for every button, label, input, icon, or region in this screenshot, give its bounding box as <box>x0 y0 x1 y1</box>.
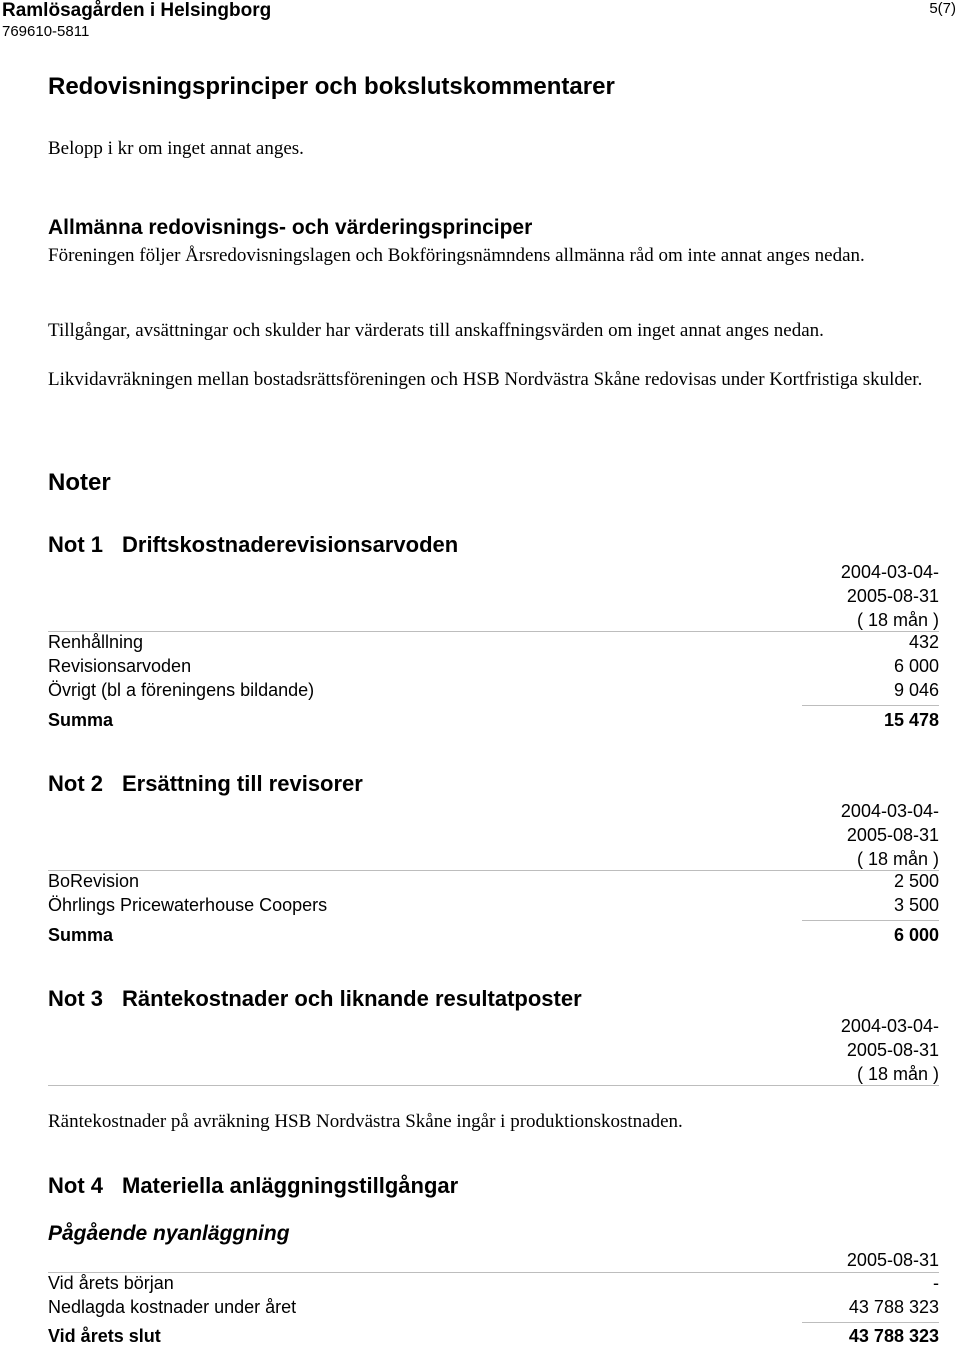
table-row <box>48 680 939 704</box>
row-value: 43 788 323 <box>848 1297 939 1317</box>
period-months: ( 18 mån ) <box>856 610 939 630</box>
note-4-subheading: Pågående nyanläggning <box>48 1222 290 1245</box>
row-value: 9 046 <box>893 680 939 700</box>
sum-row <box>48 925 939 949</box>
note-1-number: Not 1 <box>48 532 103 557</box>
note-2-title: Ersättning till revisorer <box>122 771 363 796</box>
note-1-heading <box>48 532 458 558</box>
row-label: Renhållning <box>48 632 144 652</box>
organization-number: 769610-5811 <box>2 23 90 40</box>
row-label: Öhrlings Pricewaterhouse Coopers <box>48 895 328 915</box>
row-label: Vid årets början <box>48 1273 174 1293</box>
table-row <box>48 871 939 895</box>
note-1-title: Driftskostnaderevisionsarvoden <box>122 532 459 557</box>
notes-heading: Noter <box>48 469 111 496</box>
row-value: 3 500 <box>893 895 939 915</box>
note-4-title: Materiella anläggningstillgångar <box>122 1173 459 1198</box>
note-2-period <box>841 799 939 871</box>
sum-value: 15 478 <box>883 710 939 730</box>
row-label: Övrigt (bl a föreningens bildande) <box>48 680 315 700</box>
sum-row <box>48 710 939 734</box>
note-1-period <box>841 560 939 632</box>
note-4-number: Not 4 <box>48 1173 103 1198</box>
sum-label: Summa <box>48 710 114 730</box>
table-row <box>48 895 939 919</box>
sum-label: Vid årets slut <box>48 1326 161 1346</box>
row-value: - <box>933 1273 939 1293</box>
principles-paragraph-1: Föreningen följer Årsredovisningslagen och Bokföringsnämndens allmänna råd om inte annat anges nedan. <box>48 245 865 266</box>
table-row <box>48 656 939 680</box>
note-4-heading <box>48 1173 458 1199</box>
page-title: Redovisningsprinciper och bokslutskommentarer <box>48 73 615 100</box>
note-3-title: Räntekostnader och liknande resultatposter <box>122 986 582 1011</box>
note-3-heading <box>48 986 582 1012</box>
table-rule <box>48 1085 939 1086</box>
sum-rule <box>802 705 939 706</box>
note-2-number: Not 2 <box>48 771 103 796</box>
amount-note: Belopp i kr om inget annat anges. <box>48 138 304 159</box>
period-end: 2005-08-31 <box>846 586 939 606</box>
row-label: Nedlagda kostnader under året <box>48 1297 297 1317</box>
table-row <box>48 1297 939 1321</box>
sum-rule <box>802 1322 939 1323</box>
period-end: 2005-08-31 <box>846 825 939 845</box>
row-label: Revisionsarvoden <box>48 656 192 676</box>
principles-paragraph-2: Tillgångar, avsättningar och skulder har värderats till anskaffningsvärden om inget annat anges nedan. <box>48 320 824 341</box>
row-value: 6 000 <box>893 656 939 676</box>
period-end: 2005-08-31 <box>846 1250 939 1270</box>
page-number: 5(7) <box>929 0 956 17</box>
period-months: ( 18 mån ) <box>856 849 939 869</box>
principles-heading: Allmänna redovisnings- och värderingsprinciper <box>48 216 533 239</box>
period-end: 2005-08-31 <box>846 1040 939 1060</box>
note-3-text: Räntekostnader på avräkning HSB Nordvästra Skåne ingår i produktionskostnaden. <box>48 1111 683 1132</box>
note-3-number: Not 3 <box>48 986 103 1011</box>
sum-row <box>48 1326 939 1350</box>
sum-value: 43 788 323 <box>848 1326 939 1346</box>
row-value: 432 <box>908 632 939 652</box>
row-value: 2 500 <box>893 871 939 891</box>
table-row <box>48 632 939 656</box>
sum-label: Summa <box>48 925 114 945</box>
period-months: ( 18 mån ) <box>856 1064 939 1084</box>
principles-paragraph-3: Likvidavräkningen mellan bostadsrättsföreningen och HSB Nordvästra Skåne redovisas under Kortfristiga skulder. <box>48 369 923 390</box>
note-3-period <box>841 1014 939 1086</box>
period-start: 2004-03-04- <box>840 1016 939 1036</box>
organization-name: Ramlösagården i Helsingborg <box>2 0 272 21</box>
period-start: 2004-03-04- <box>840 801 939 821</box>
period-start: 2004-03-04- <box>840 562 939 582</box>
note-4-period <box>847 1248 939 1272</box>
row-label: BoRevision <box>48 871 140 891</box>
sum-value: 6 000 <box>893 925 939 945</box>
table-row <box>48 1273 939 1297</box>
sum-rule <box>802 920 939 921</box>
note-2-heading <box>48 771 363 797</box>
